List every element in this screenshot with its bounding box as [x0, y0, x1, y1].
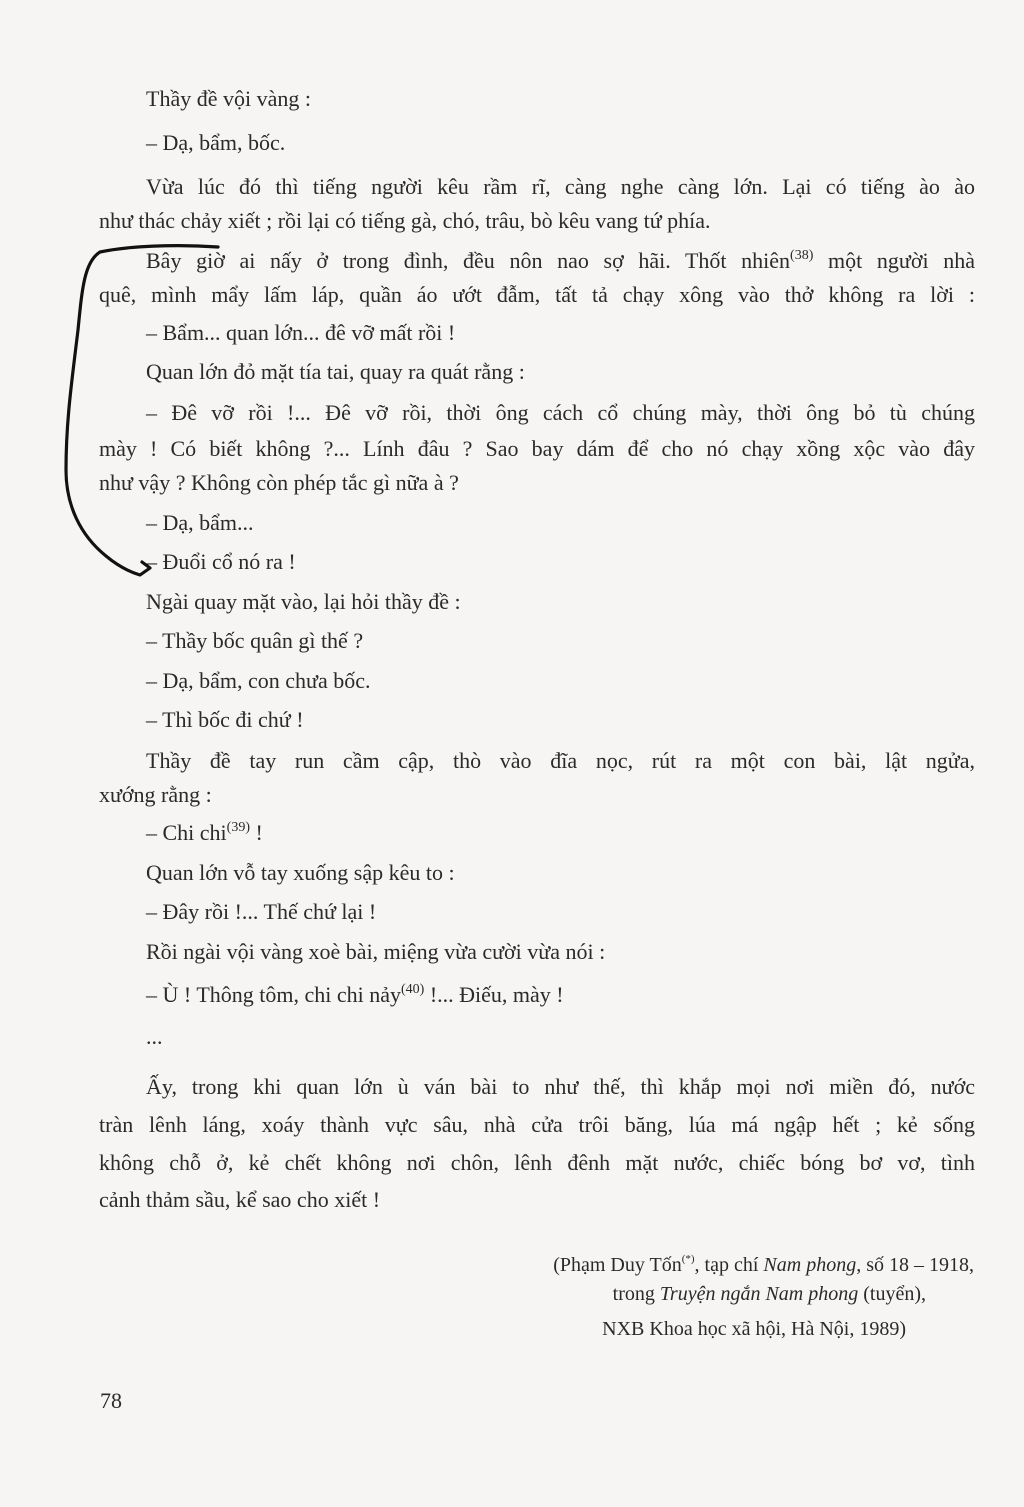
paragraph-line: Ấy, trong khi quan lớn ù ván bài to như thế, thì khắp mọi nơi miền đó, nước: [146, 1074, 975, 1099]
dialogue-line: – Thầy bốc quân gì thế ?: [146, 628, 364, 653]
dialogue-line: – Dạ, bẩm, con chưa bốc.: [146, 668, 371, 693]
paragraph-line: Thầy đề vội vàng :: [146, 86, 311, 111]
footnote-ref-39: (39): [226, 820, 250, 835]
dialogue-line: mày ! Có biết không ?... Lính đâu ? Sao bay dám để cho nó chạy xồng xộc vào đây: [99, 436, 975, 461]
citation-line: (Phạm Duy Tốn(*), tạp chí Nam phong, số 18 – 1918,: [553, 1253, 974, 1276]
paragraph-line: Ngài quay mặt vào, lại hỏi thầy đề :: [146, 589, 461, 614]
paragraph-line: cảnh thảm sầu, kể sao cho xiết !: [99, 1187, 381, 1212]
dialogue-line: như vậy ? Không còn phép tắc gì nữa à ?: [99, 470, 459, 495]
paragraph-line: quê, mình mẩy lấm láp, quần áo ướt đẫm, tất tả chạy xông vào thở không ra lời :: [99, 282, 975, 307]
footnote-ref-40: (40): [401, 982, 425, 997]
dialogue-line: – Thì bốc đi chứ !: [146, 707, 304, 732]
dialogue-line: – Dạ, bẩm...: [146, 510, 254, 535]
paragraph-line: Thầy đề tay run cầm cập, thò vào đĩa nọc, rút ra một con bài, lật ngửa,: [146, 748, 975, 773]
dialogue-line: – Bẩm... quan lớn... đê vỡ mất rồi !: [146, 320, 456, 345]
ellipsis-line: ...: [146, 1024, 163, 1049]
citation-line: NXB Khoa học xã hội, Hà Nội, 1989): [602, 1318, 906, 1340]
dialogue-line: – Đê vỡ rồi !... Đê vỡ rồi, thời ông cách cổ chúng mày, thời ông bỏ tù chúng: [146, 400, 975, 425]
dialogue-line: – Đuổi cổ nó ra !: [146, 549, 296, 574]
paragraph-line: Bây giờ ai nấy ở trong đình, đều nôn nao sợ hãi. Thốt nhiên$^{(38)}$ một người nhà: [146, 248, 975, 273]
dialogue-line: – Ù ! Thông tôm, chi chi nảy$^{(40)}$ !... Điếu, mày !: [146, 982, 564, 1007]
dialogue-line: – Dạ, bẩm, bốc.: [146, 130, 286, 155]
footnote-ref-38: (38): [790, 248, 814, 263]
paragraph-line: tràn lênh láng, xoáy thành vực sâu, nhà cửa trôi băng, lúa má ngập hết ; kẻ sống: [99, 1112, 975, 1137]
paragraph-line: xướng rằng :: [99, 782, 212, 807]
paragraph-line: Quan lớn vỗ tay xuống sập kêu to :: [146, 860, 455, 885]
page-number: 78: [100, 1388, 122, 1413]
paragraph-line: Vừa lúc đó thì tiếng người kêu rầm rĩ, càng nghe càng lớn. Lại có tiếng ào ào: [146, 174, 975, 199]
paragraph-line: Rồi ngài vội vàng xoè bài, miệng vừa cười vừa nói :: [146, 939, 606, 964]
dialogue-line: – Đây rồi !... Thế chứ lại !: [146, 899, 377, 924]
citation-line: trong Truyện ngắn Nam phong (tuyển),: [612, 1283, 926, 1305]
paragraph-line: Quan lớn đỏ mặt tía tai, quay ra quát rằng :: [146, 359, 525, 384]
dialogue-line: – Chi chi$^{(39)}$ !: [146, 820, 263, 845]
paragraph-line: không chỗ ở, kẻ chết không nơi chôn, lênh đênh mặt nước, chiếc bóng bơ vơ, tình: [99, 1150, 975, 1175]
paragraph-line: như thác chảy xiết ; rồi lại có tiếng gà, chó, trâu, bò kêu vang tứ phía.: [99, 208, 711, 233]
